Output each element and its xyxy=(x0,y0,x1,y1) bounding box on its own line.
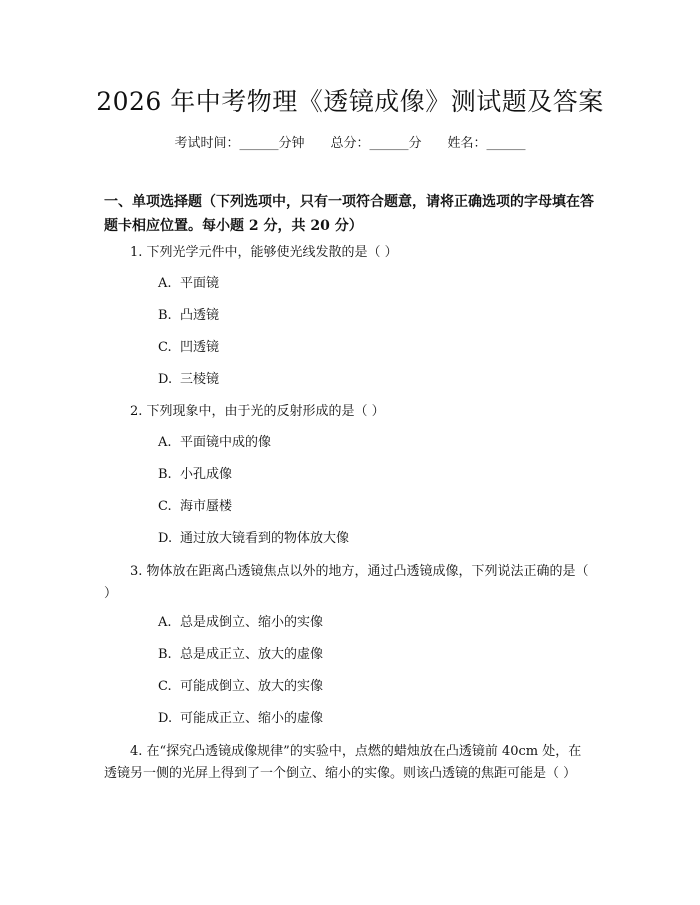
option-letter: C. xyxy=(158,340,172,355)
question-3-option-b xyxy=(158,645,323,665)
option-letter: A. xyxy=(158,615,172,630)
total-score-field: 总分：______分 xyxy=(330,136,422,151)
option-text: 小孔成像 xyxy=(180,467,233,482)
exam-info-row xyxy=(0,132,700,151)
option-text: 总是成倒立、缩小的实像 xyxy=(180,615,324,630)
question-2-stem: 2. 下列现象中，由于光的反射形成的是（ ） xyxy=(130,404,385,419)
section-heading: 一、单项选择题（下列选项中，只有一项符合题意，请将正确选项的字母填在答题卡相应位置。每小题 2 分，共 20 分） xyxy=(104,194,594,234)
question-3-option-c xyxy=(158,677,323,697)
option-letter: D. xyxy=(158,372,173,387)
option-letter: B. xyxy=(158,308,172,323)
option-letter: C. xyxy=(158,499,172,514)
option-text: 可能成倒立、放大的实像 xyxy=(180,679,324,694)
exam-time-field: 考试时间：______分钟 xyxy=(174,136,305,151)
option-text: 通过放大镜看到的物体放大像 xyxy=(180,531,350,546)
question-2-option-d xyxy=(158,529,349,549)
student-name-field: 姓名：______ xyxy=(447,136,526,151)
option-text: 总是成正立、放大的虚像 xyxy=(180,647,324,662)
question-2-option-a xyxy=(158,433,271,453)
option-text: 可能成正立、缩小的虚像 xyxy=(180,711,324,726)
question-4-stem: 4. 在“探究凸透镜成像规律”的实验中，点燃的蜡烛放在凸透镜前 40cm 处，在透镜另一侧的光屏上得到了一个倒立、缩小的实像。则该凸透镜的焦距可能是（ ） xyxy=(104,744,582,781)
question-3-option-a xyxy=(158,613,323,633)
question-2-option-c xyxy=(158,497,232,517)
option-text: 海市蜃楼 xyxy=(180,499,233,514)
option-text: 三棱镜 xyxy=(180,372,220,387)
question-3-stem: 3. 物体放在距离凸透镜焦点以外的地方，通过凸透镜成像，下列说法正确的是（ ） xyxy=(104,564,589,601)
option-text: 平面镜 xyxy=(180,276,220,291)
question-1-option-b xyxy=(158,306,219,326)
option-letter: B. xyxy=(158,647,172,662)
question-1-option-d xyxy=(158,370,219,390)
option-text: 凹透镜 xyxy=(180,340,220,355)
question-1-stem: 1. 下列光学元件中，能够使光线发散的是（ ） xyxy=(130,245,398,260)
option-letter: A. xyxy=(158,276,172,291)
question-1-option-c xyxy=(158,338,219,358)
option-letter: A. xyxy=(158,435,172,450)
question-2-option-b xyxy=(158,465,232,485)
option-letter: B. xyxy=(158,467,172,482)
option-letter: D. xyxy=(158,711,173,726)
question-3-option-d xyxy=(158,709,323,729)
page-title: 2026 年中考物理《透镜成像》测试题及答案 xyxy=(96,87,604,116)
option-text: 平面镜中成的像 xyxy=(180,435,272,450)
option-letter: C. xyxy=(158,679,172,694)
option-letter: D. xyxy=(158,531,173,546)
option-text: 凸透镜 xyxy=(180,308,220,323)
question-1-option-a xyxy=(158,274,219,294)
